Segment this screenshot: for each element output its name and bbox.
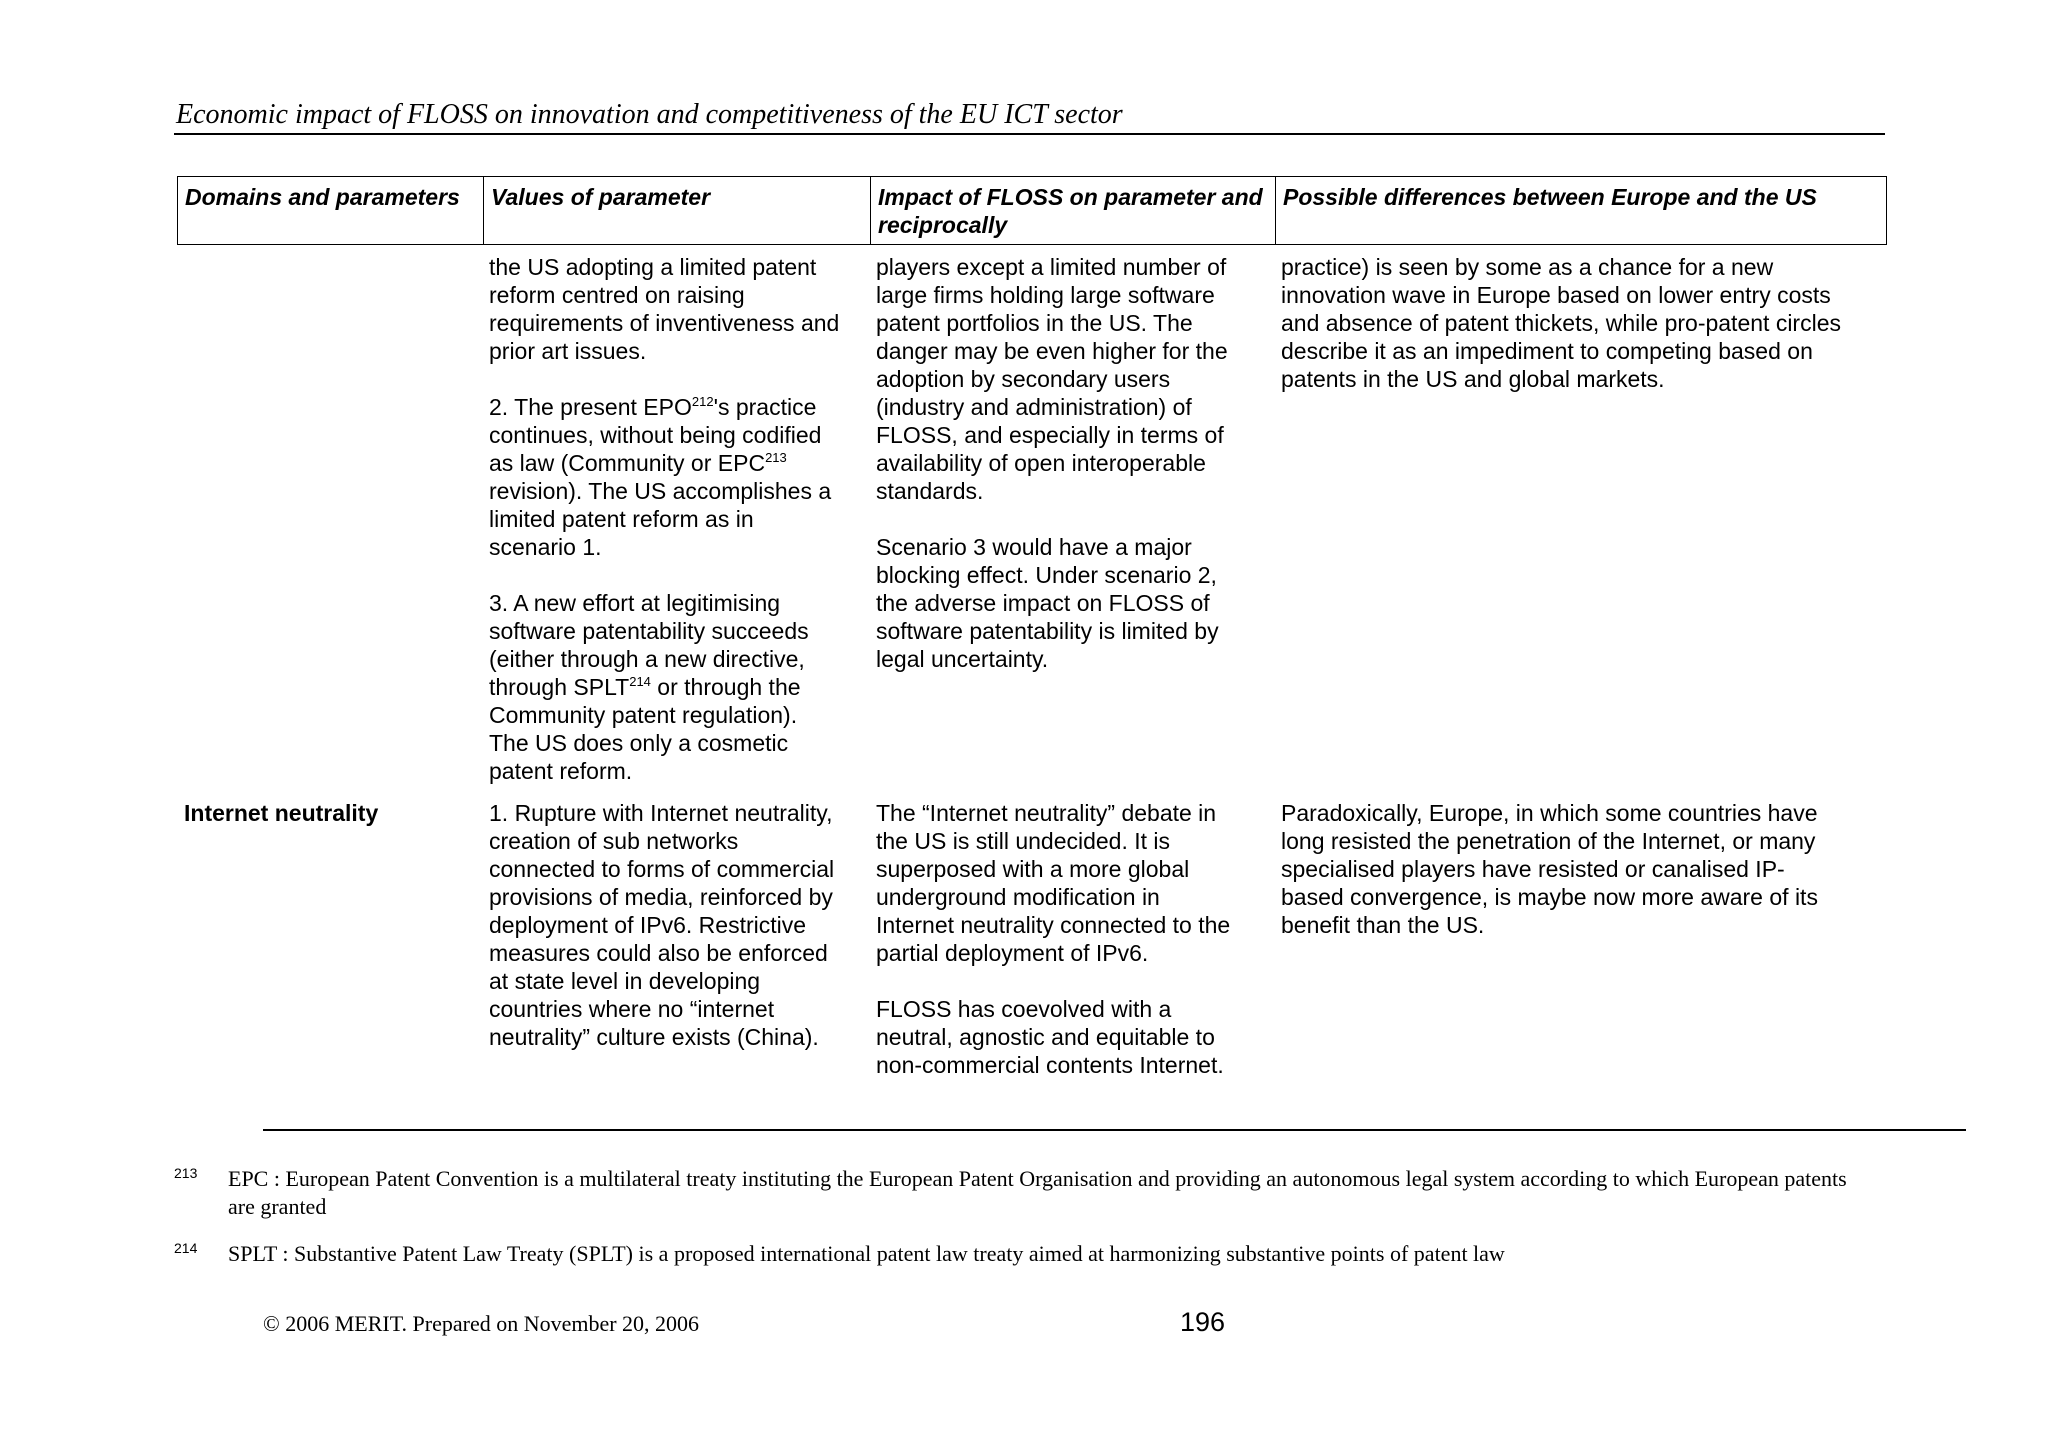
row1-values-part-a: the US adopting a limited patent reform centred on raising requirements of inventiveness and prior art issues. 2. The present EPO xyxy=(489,254,840,420)
parameters-table xyxy=(177,176,1887,1176)
table-header-row xyxy=(177,176,1887,245)
row2-values-cell: 1. Rupture with Internet neutrality, creation of sub networks connected to forms of commercial provisions of media, reinforced by deployment of IPv6. Restrictive measures could also be enforced at state level in developing countries where no “internet neutrality” culture exists (China). xyxy=(489,800,835,1050)
footnote-ref-213[interactable]: 213 xyxy=(765,450,787,465)
row2-differences-cell: Paradoxically, Europe, in which some countries have long resisted the penetration of the Internet, or many specialised players have resisted or canalised IP- based convergence, is maybe now more aware of its benefit than the US. xyxy=(1281,800,1818,938)
column-header-values: Values of parameter xyxy=(483,177,870,244)
footnote-text: EPC : European Patent Convention is a multilateral treaty instituting the European Patent Organisation and providing an autonomous legal system according to which European patents are granted xyxy=(228,1166,1847,1219)
footnote-number: 214 xyxy=(174,1240,198,1256)
running-header-title: Economic impact of FLOSS on innovation and competitiveness of the EU ICT sector xyxy=(176,99,1123,130)
footnote-number: 213 xyxy=(174,1165,198,1181)
footnote-separator xyxy=(263,1129,1966,1131)
footer-copyright: © 2006 MERIT. Prepared on November 20, 2006 xyxy=(263,1311,700,1336)
page-number: 196 xyxy=(1180,1307,1226,1337)
column-header-differences: Possible differences between Europe and the US xyxy=(1275,177,1888,244)
header-rule xyxy=(174,133,1885,135)
row1-differences-cell: practice) is seen by some as a chance for a new innovation wave in Europe based on lower entry costs and absence of patent thickets, while pro-patent circles describe it as an impediment to competing based on patents in the US and global markets. xyxy=(1281,254,1841,392)
row1-values-cell xyxy=(482,253,869,785)
row1-impact-cell: players except a limited number of large firms holding large software patent portfolios in the US. The danger may be even higher for the adoption by secondary users (industry and administration) of FLOSS, and especially in terms of availability of open interoperable standards. Scenario 3 would have a major blocking effect. Under scenario 2, the adverse impact on FLOSS of software patentability is limited by legal uncertainty. xyxy=(876,254,1228,672)
row1-values-part-d: or through the Community patent regulation). The US does only a cosmetic patent reform. xyxy=(489,674,801,784)
column-header-domains: Domains and parameters xyxy=(185,184,460,210)
footnote-ref-212: 212 xyxy=(691,394,714,409)
column-header-impact: Impact of FLOSS on parameter and reciprocally xyxy=(870,177,1275,244)
row1-values-part-c: revision). The US accomplishes a limited patent reform as in scenario 1. 3. A new effort at legitimising software patentability succeeds (either through a new directive, through SPLT xyxy=(489,478,832,700)
row2-impact-cell: The “Internet neutrality” debate in the US is still undecided. It is superposed with a more global underground modification in Internet neutrality connected to the partial deployment of IPv6. FLOSS has coevolved with a neutral, agnostic and equitable to non-commercial contents Internet. xyxy=(876,800,1231,1078)
footnote-text: SPLT : Substantive Patent Law Treaty (SPLT) is a proposed international patent law treaty aimed at harmonizing substantive points of patent law xyxy=(228,1241,1505,1266)
row2-domain-cell: Internet neutrality xyxy=(184,800,379,826)
footnote-ref-214[interactable]: 214 xyxy=(629,674,651,689)
row1-values-part-b: 's practice continues, without being codified as law (Community or EPC xyxy=(489,394,822,476)
